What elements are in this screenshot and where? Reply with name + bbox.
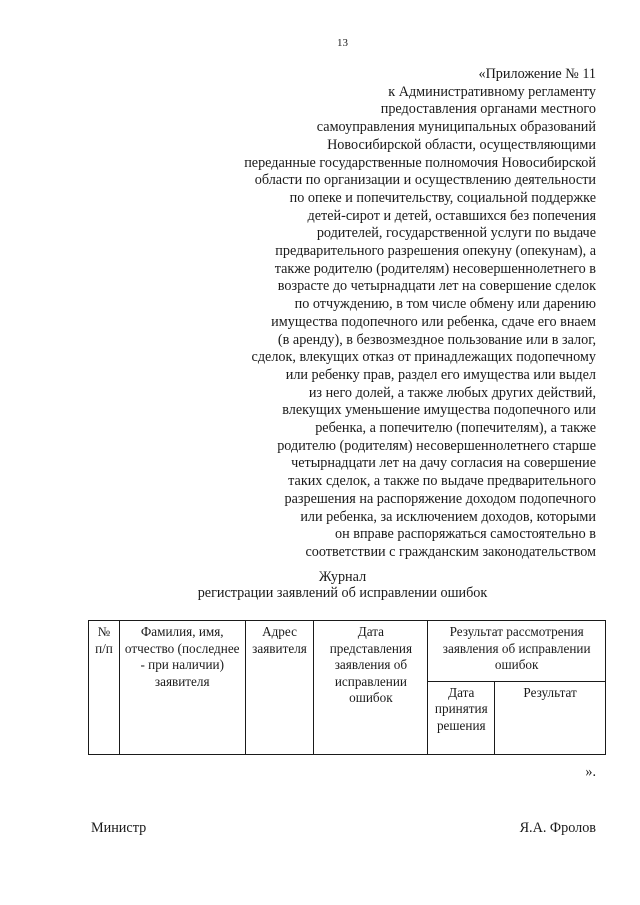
- appendix-line: или ребенку прав, раздел его имущества или выдел: [285, 366, 596, 383]
- appendix-header: [176, 66, 596, 562]
- table-header-row: [89, 621, 606, 682]
- appendix-line: предварительного разрешения опекуну (опекунам), а: [275, 243, 596, 260]
- appendix-line: возрасте до четырнадцати лет на совершение сделок: [277, 278, 596, 295]
- journal-title: Журнал: [318, 569, 367, 585]
- appendix-line: Новосибирской области, осуществляющими: [327, 136, 596, 153]
- appendix-line: влекущих уменьшение имущества подопечного или: [282, 402, 596, 419]
- appendix-line: имущества подопечного или ребенка, сдаче его внаем: [271, 313, 596, 330]
- appendix-line: самоуправления муниципальных образований: [316, 119, 596, 136]
- appendix-line: разрешения на распоряжение доходом подопечного: [284, 490, 596, 507]
- appendix-line: переданные государственные полномочия Новосибирской: [244, 154, 596, 171]
- appendix-line: «Приложение № 11: [478, 66, 596, 82]
- appendix-line: таких сделок, а также по выдаче предварительного: [288, 473, 596, 490]
- appendix-line: он вправе распоряжаться самостоятельно в: [335, 526, 596, 543]
- appendix-line: детей-сирот и детей, оставшихся без попечения: [307, 207, 596, 224]
- appendix-line: родителей, государственной услуги по выдаче: [316, 225, 596, 242]
- registration-journal-table: [88, 620, 606, 755]
- appendix-line: по отчуждению, в том числе обмену или дарению: [294, 296, 596, 313]
- signature-name: Я.А. Фролов: [519, 820, 596, 836]
- appendix-line: из него долей, а также любых других действий,: [308, 384, 596, 401]
- appendix-line: области по организации и осуществлению деятельности: [254, 172, 596, 189]
- journal-subtitle: регистрации заявлений об исправлении ошибок: [197, 585, 488, 601]
- appendix-line: ребенка, а попечителю (попечителям), а также: [315, 420, 596, 437]
- appendix-line: родителю (родителям) несовершеннолетнего старше: [277, 437, 596, 454]
- signature-position: Министр: [91, 820, 147, 836]
- closing-quote: ».: [585, 764, 596, 780]
- appendix-line: предоставления органами местного: [380, 101, 596, 118]
- header-number: № п/п: [89, 621, 120, 755]
- appendix-line: также родителю (родителям) несовершеннолетнего в: [274, 260, 596, 277]
- header-review-result: Результат рассмотрения заявления об исправлении ошибок: [428, 621, 606, 682]
- appendix-line: по опеке и попечительству, социальной поддержке: [289, 189, 596, 206]
- header-applicant-name: Фамилия, имя, отчество (последнее - при наличии) заявителя: [119, 621, 245, 755]
- appendix-line: к Административному регламенту: [388, 83, 596, 100]
- appendix-line: сделок, влекущих отказ от принадлежащих подопечному: [251, 349, 596, 366]
- header-decision-date: Дата принятия решения: [428, 681, 495, 754]
- header-applicant-address: Адрес заявителя: [245, 621, 314, 755]
- header-result: Результат: [495, 681, 606, 754]
- page-number: 13: [337, 37, 348, 49]
- header-submission-date: Дата представления заявления об исправлении ошибок: [314, 621, 428, 755]
- appendix-line: четырнадцати лет на дачу согласия на совершение: [291, 455, 596, 472]
- appendix-line: (в аренду), в безвозмездное пользование или в залог,: [277, 331, 596, 348]
- appendix-line: соответствии с гражданским законодательством: [305, 543, 596, 560]
- appendix-line: или ребенка, за исключением доходов, которыми: [300, 508, 596, 525]
